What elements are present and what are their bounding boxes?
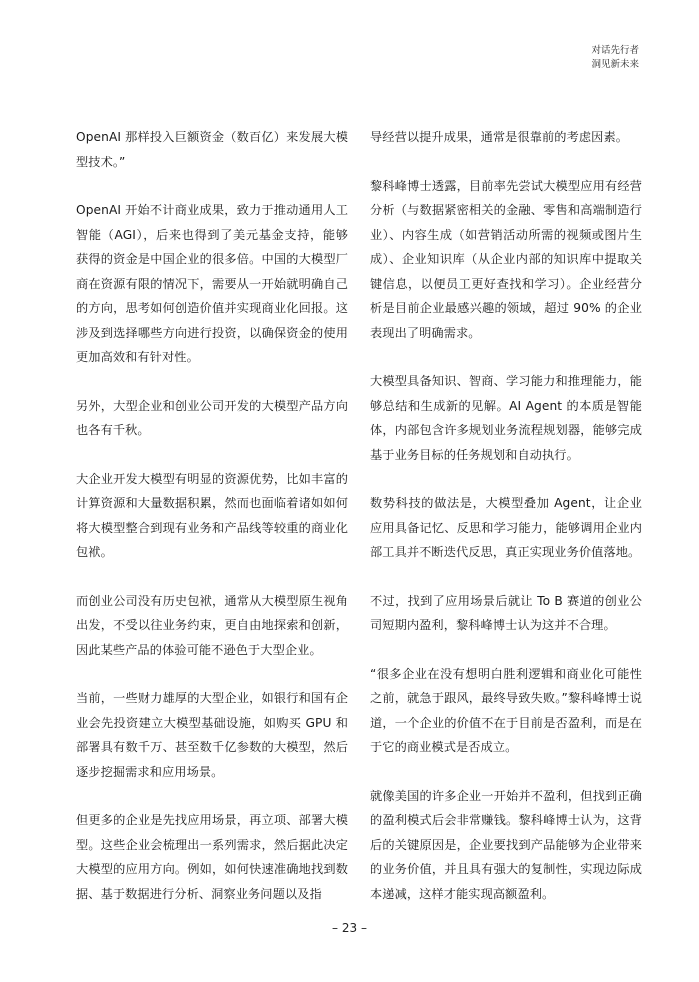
paragraph: 另外，大型企业和创业公司开发的大模型产品方向也各有千秋。 — [76, 398, 348, 437]
paragraph: OpenAI 那样投入巨额资金（数百亿）来发展大模型技术。” — [76, 130, 348, 169]
paragraph: 但更多的企业是先找应用场景，再立项、部署大模型。这些企业会梳理出一系列需求，然后据此决定大模型的应用方向。例如，如何快速准确地找到数据、基于数据进行分析、洞察业务问题以及指 — [76, 813, 348, 901]
page-number: – 23 – — [332, 921, 367, 935]
left-column — [76, 125, 348, 906]
paragraph: 大企业开发大模型有明显的资源优势，比如丰富的计算资源和大量数据积累，然而也面临着诸如如何将大模型整合到现有业务和产品线等较重的商业化包袱。 — [76, 471, 348, 559]
paragraph: 黎科峰博士透露，目前率先尝试大模型应用有经营分析（与数据紧密相关的金融、零售和高端制造行业）、内容生成（如营销活动所需的视频或图片生成）、企业知识库（从企业内部的知识库中提取关键信息，以便员工更好查找和学习）。企业经营分析是目前企业最感兴趣的领域，超过 90% 的企业表现出了明确需求。 — [370, 178, 642, 340]
paragraph: 导经营以提升成果，通常是很靠前的考虑因素。 — [370, 130, 629, 144]
paragraph: 不过，找到了应用场景后就让 To B 赛道的创业公司短期内盈利，黎科峰博士认为这并不合理。 — [370, 593, 642, 632]
page-header — [591, 44, 639, 72]
right-column — [370, 125, 642, 906]
paragraph: “很多企业在没有想明白胜利逻辑和商业化可能性之前，就急于跟风，最终导致失败。”黎科峰博士说道，一个企业的价值不在于目前是否盈利，而是在于它的商业模式是否成立。 — [370, 666, 642, 754]
paragraph: 当前，一些财力雄厚的大型企业，如银行和国有企业会先投资建立大模型基础设施，如购买 GPU 和部署具有数千万、甚至数千亿参数的大模型，然后逐步挖掘需求和应用场景。 — [76, 691, 348, 779]
paragraph: 就像美国的许多企业一开始并不盈利，但找到正确的盈利模式后会非常赚钱。黎科峰博士认为，这背后的关键原因是，企业要找到产品能够为企业带来的业务价值，并且具有强大的复制性，实现边际成本递减，这样才能实现高额盈利。 — [370, 788, 642, 901]
paragraph: 大模型具备知识、智商、学习能力和推理能力，能够总结和生成新的见解。AI Agent 的本质是智能体，内部包含许多规划业务流程规划器，能够完成基于业务目标的任务规划和自动执行。 — [370, 374, 642, 462]
header-line-1: 对话先行者 — [591, 45, 639, 56]
header-line-2: 洞见新未来 — [591, 59, 639, 70]
paragraph: 而创业公司没有历史包袱，通常从大模型原生视角出发，不受以往业务约束，更自由地探索和创新，因此某些产品的体验可能不逊色于大型企业。 — [76, 593, 348, 657]
paragraph: 数势科技的做法是，大模型叠加 Agent，让企业应用具备记忆、反思和学习能力，能够调用企业内部工具并不断迭代反思，真正实现业务价值落地。 — [370, 496, 642, 559]
paragraph: OpenAI 开始不计商业成果，致力于推动通用人工智能（AGI），后来也得到了美元基金支持，能够获得的资金是中国企业的很多倍。中国的大模型厂商在资源有限的情况下，需要从一开始就明确自己的方向，思考如何创造价值并实现商业化回报。这涉及到选择哪些方向进行投资，以确保资金的使用更加高效和有针对性。 — [76, 203, 348, 364]
